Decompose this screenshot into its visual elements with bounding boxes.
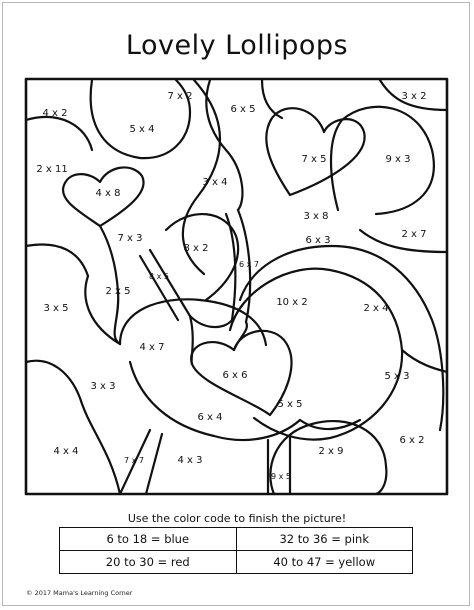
region-label: 4 x 8 [95,188,121,199]
region-label: 3 x 8 [303,211,329,222]
region-label: 2 x 7 [401,229,427,240]
region-label: 7 x 5 [301,154,327,165]
region-label: 7 x 2 [167,91,193,102]
region-label: 9 x 3 [385,154,411,165]
region-label: 5 x 5 [277,399,303,410]
region-label: 7 x 3 [117,233,143,244]
region-label: 3 x 4 [202,177,228,188]
region-label: 2 x 9 [318,446,344,457]
region-label: 2 x 5 [105,286,131,297]
region-label: 6 x 2 [399,435,425,446]
color-key-table [59,527,413,574]
region-label: 4 x 4 [53,446,79,457]
region-label: 2 x 11 [36,164,68,175]
lollipop-right [331,107,434,214]
region-label: 9 x 5 [271,472,291,481]
region-label: 3 x 2 [401,91,427,102]
instructions-text: Use the color code to finish the picture! [127,512,347,525]
region-label: 4 x 2 [42,108,68,119]
region-label: 6 x 3 [305,235,331,246]
region-label: 4 x 3 [177,455,203,466]
heart-upper-right [266,108,364,195]
region-label: 5 x 3 [384,371,410,382]
region-label: 2 x 4 [363,303,389,314]
color-key-cell: 6 to 18 = blue [60,528,237,551]
color-key-cell: 20 to 30 = red [60,551,237,574]
region-label: 5 x 4 [129,124,155,135]
region-label: 10 x 2 [276,297,308,308]
region-label: 4 x 7 [139,342,165,353]
color-key-cell: 40 to 47 = yellow [236,551,413,574]
region-label: 7 x 7 [124,456,144,465]
region-label: 3 x 5 [43,303,69,314]
page-title: Lovely Lollipops [125,30,349,61]
region-label: 6 x 6 [222,370,248,381]
region-label: 8 x 2 [183,243,209,254]
lollipop-lower-right [270,421,386,494]
region-label: 6 x 4 [197,412,223,423]
color-key-row [60,551,413,574]
region-label: 6 x 5 [230,104,256,115]
region-label: 8 x 5 [149,272,169,281]
copyright-text: © 2017 Mama's Learning Corner [26,589,133,597]
color-key-cell: 32 to 36 = pink [236,528,413,551]
region-label: 6 x 7 [239,260,259,269]
region-label: 3 x 3 [90,381,116,392]
color-key-row [60,528,413,551]
